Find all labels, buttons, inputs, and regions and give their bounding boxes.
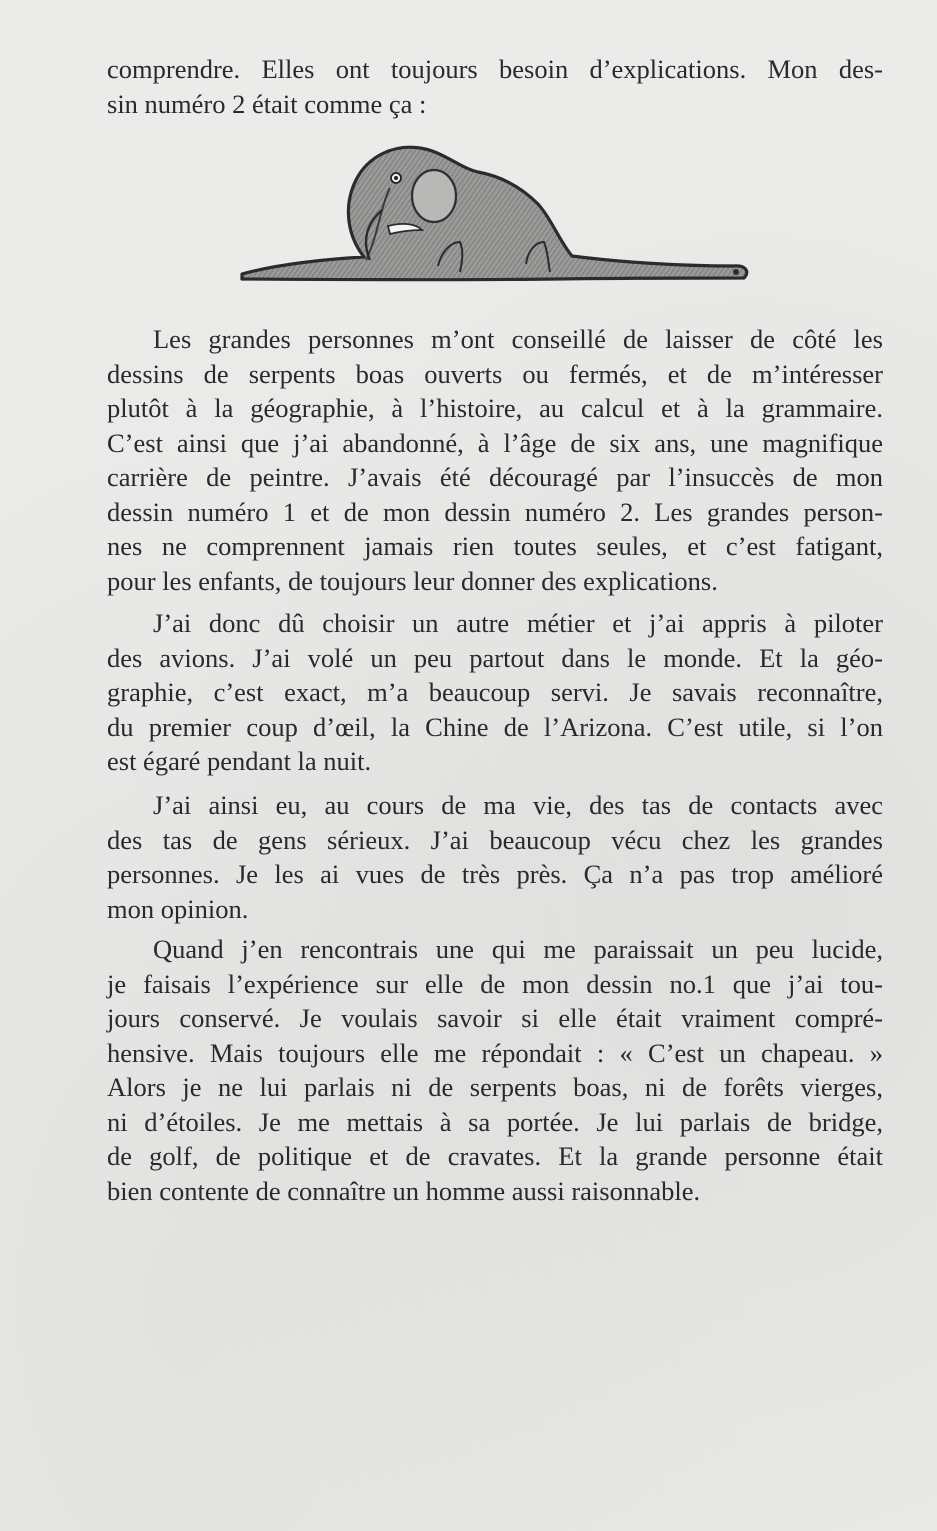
text-line: Quand j’en rencontrais une qui me paraissait un peu lucide, — [153, 934, 883, 964]
text-line: bien contente de connaître un homme aussi raisonnable. — [107, 1175, 701, 1206]
paragraph-pilot — [107, 606, 883, 779]
text-line: carrière de peintre. J’avais été découragé par l’insuccès de mon — [107, 462, 883, 492]
boa-digesting-elephant-drawing — [238, 138, 758, 290]
text-line: mon opinion. — [107, 893, 249, 924]
text-line: graphie, c’est exact, m’a beaucoup servi. Je savais reconnaître, — [107, 677, 883, 707]
text-line: comprendre. Elles ont toujours besoin d’explications. Mon des- — [107, 54, 883, 84]
paragraph-advice — [107, 322, 883, 598]
text-line: des tas de gens sérieux. J’ai beaucoup vécu chez les grandes — [107, 824, 883, 855]
text-line: J’ai donc dû choisir un autre métier et j’ai appris à piloter — [153, 608, 883, 638]
text-line: nes ne comprennent jamais rien toutes seules, et c’est fatigant, — [107, 531, 883, 561]
text-line: des avions. J’ai volé un peu partout dans le monde. Et la géo- — [107, 642, 883, 673]
text-line: jours conservé. Je voulais savoir si elle était vraiment compré- — [107, 1003, 883, 1033]
text-line: du premier coup d’œil, la Chine de l’Arizona. C’est utile, si l’on — [107, 711, 883, 742]
text-line: de golf, de politique et de cravates. Et la grande personne était — [107, 1141, 883, 1171]
text-line: Alors je ne lui parlais ni de serpents boas, ni de forêts vierges, — [107, 1072, 883, 1102]
text-line: hensive. Mais toujours elle me répondait : « C’est un chapeau. » — [107, 1037, 883, 1068]
paragraph-experiment — [107, 932, 883, 1208]
text-line: je faisais l’expérience sur elle de mon dessin no.1 que j’ai tou- — [107, 968, 883, 999]
text-line: plutôt à la géographie, à l’histoire, au calcul et à la grammaire. — [107, 393, 883, 423]
paragraph-contacts — [107, 788, 883, 926]
text-line: dessins de serpents boas ouverts ou fermés, et de m’intéresser — [107, 358, 883, 389]
text-line: C’est ainsi que j’ai abandonné, à l’âge de six ans, une magnifique — [107, 427, 883, 458]
text-line: Les grandes personnes m’ont conseillé de laisser de côté les — [153, 324, 883, 354]
text-line: dessin numéro 1 et de mon dessin numéro 2. Les grandes person- — [107, 496, 883, 527]
text-line: J’ai ainsi eu, au cours de ma vie, des tas de contacts avec — [153, 790, 883, 820]
intro-paragraph — [107, 52, 883, 121]
text-line: personnes. Je les ai vues de très près. Ça n’a pas trop amélioré — [107, 859, 883, 889]
text-line: est égaré pendant la nuit. — [107, 746, 372, 776]
text-line: pour les enfants, de toujours leur donner des explications. — [107, 565, 718, 596]
text-line: ni d’étoiles. Je me mettais à sa portée. Je lui parlais de bridge, — [107, 1106, 883, 1137]
text-line: sin numéro 2 était comme ça : — [107, 88, 427, 119]
